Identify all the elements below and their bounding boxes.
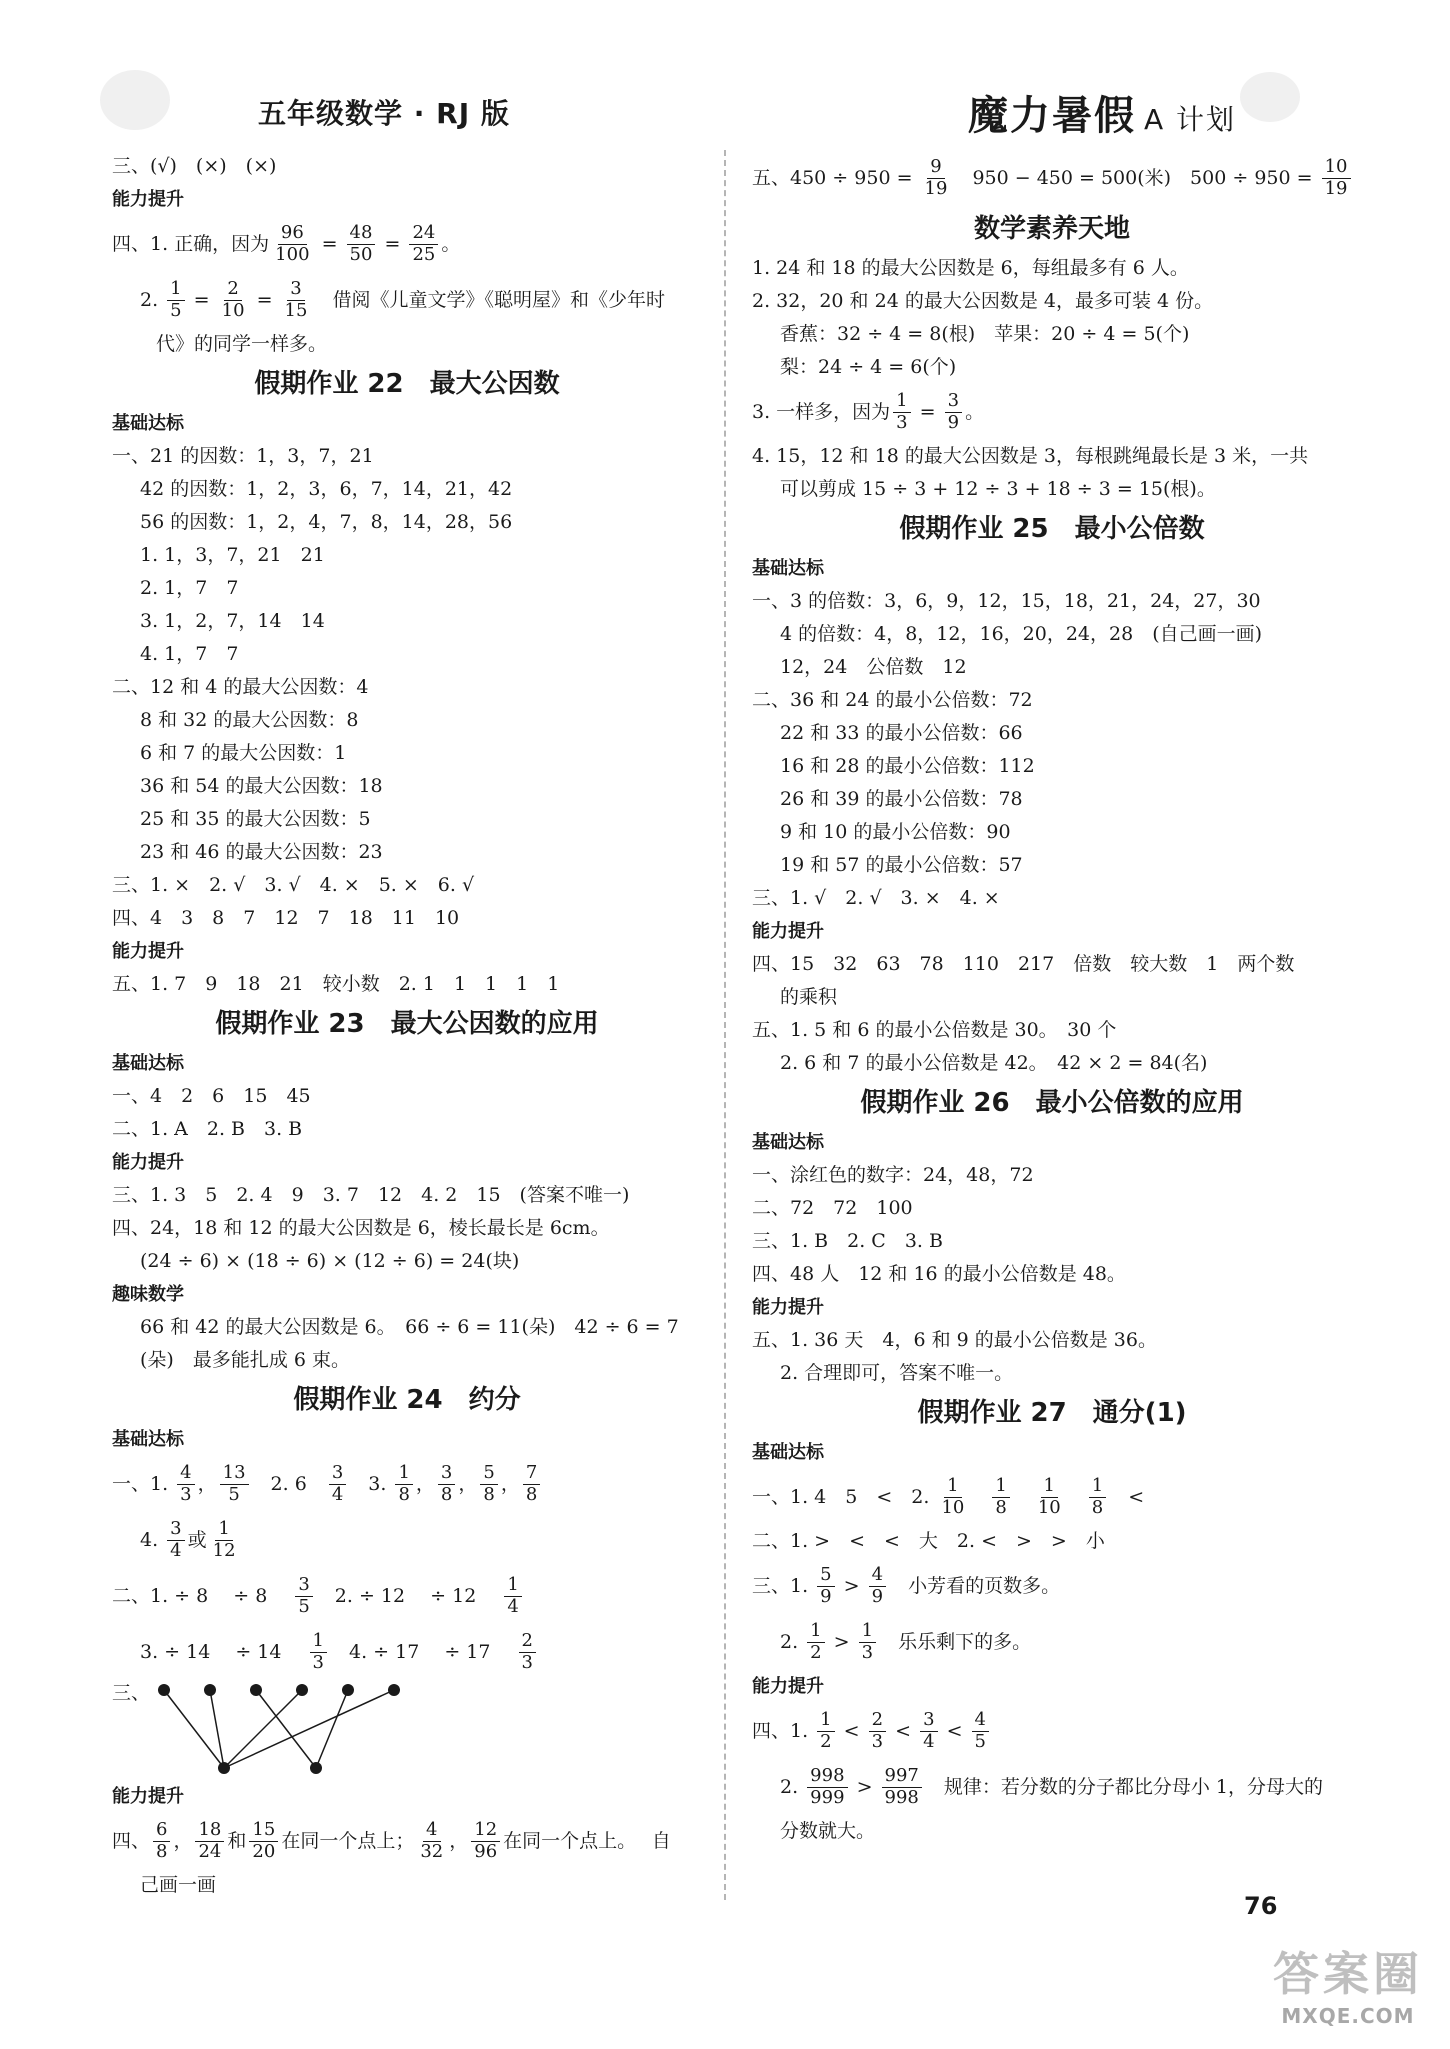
series-logo-text: 魔力暑假: [968, 93, 1136, 139]
matching-line: [164, 1690, 224, 1768]
answer-line: (朵) 最多能扎成 6 束。: [140, 1349, 350, 1371]
fraction: [272, 223, 312, 265]
fraction: [920, 1710, 937, 1752]
fraction: [409, 223, 438, 265]
denominator: 24: [198, 1840, 222, 1862]
answer-line: 二、1. A 2. B 3. B: [112, 1118, 303, 1140]
fraction: [938, 1476, 967, 1518]
numerator: 3: [945, 391, 962, 413]
numerator: 2: [869, 1710, 886, 1732]
numerator: 48: [347, 223, 376, 245]
fraction: [519, 1631, 536, 1673]
answer-line: 的乘积: [780, 986, 838, 1008]
text-segment: 2.: [780, 1775, 805, 1798]
numerator: 18: [195, 1820, 224, 1842]
answer-line: 56 的因数：1，2，4，7，8，14，28，56: [140, 511, 513, 533]
fraction: [219, 279, 248, 321]
numerator: 997: [882, 1766, 922, 1788]
matching-dot: [218, 1762, 230, 1774]
answer-line: 三、1. 3 5 2. 4 9 3. 7 12 4. 2 15 (答案不唯一): [112, 1184, 630, 1206]
denominator: 9: [871, 1585, 884, 1607]
answer-line: 3. 1，2，7，14 14: [140, 610, 325, 632]
denominator: 100: [275, 243, 310, 265]
text-segment: 3.: [349, 1472, 393, 1495]
numerator: 3: [295, 1575, 312, 1597]
answer-line: 66 和 42 的最大公因数是 6。 66 ÷ 6 = 11(朵) 42 ÷ 6 = 7: [140, 1316, 679, 1338]
text-segment: [970, 1488, 989, 1507]
numerator: 4: [423, 1820, 440, 1842]
subsection-label: 能力提升: [752, 1296, 824, 1318]
answer-line: 1. 24 和 18 的最大公因数是 6，每组最多有 6 人。: [752, 257, 1189, 279]
answer-line: 梨：24 ÷ 4 = 6(个): [780, 356, 957, 378]
page-header: [0, 0, 1450, 150]
text-segment: 在同一个点上；: [281, 1829, 415, 1852]
answer-line: 五、1. 7 9 18 21 较小数 2. 1 1 1 1 1: [112, 973, 560, 995]
text-segment: 一、1. 4 5 < 2.: [752, 1485, 936, 1508]
numerator: 998: [807, 1766, 847, 1788]
answer-line-fraction: [112, 1813, 702, 1869]
watermark-url: MXQE.COM: [1281, 2004, 1415, 2028]
answer-line: 2. 32，20 和 24 的最大公因数是 4，最多可装 4 份。: [752, 290, 1214, 312]
answer-line-fraction: [752, 1614, 1352, 1670]
answer-line: 19 和 57 的最小公倍数：57: [780, 854, 1023, 876]
section-title: 假期作业 27 通分(1): [917, 1398, 1187, 1428]
answer-line: 一、3 的倍数：3，6，9，12，15，18，21，24，27，30: [752, 590, 1261, 612]
denominator: 5: [298, 1595, 310, 1617]
text-segment: 四、1. 正确，因为: [112, 232, 270, 255]
fraction: [807, 1766, 847, 1808]
numerator: 1: [504, 1575, 521, 1597]
denominator: 15: [284, 299, 308, 321]
subsection-label: 基础达标: [752, 1441, 824, 1463]
denominator: 50: [349, 243, 373, 265]
fraction: [817, 1710, 834, 1752]
text-segment: >: [850, 1775, 879, 1798]
fraction: [893, 391, 910, 433]
fraction: [504, 1575, 521, 1617]
fraction: [282, 279, 311, 321]
numerator: 1: [859, 1621, 876, 1643]
answer-line: 一、涂红色的数字：24，48，72: [752, 1164, 1034, 1186]
subsection-label: 能力提升: [112, 188, 184, 210]
matching-dot: [310, 1762, 322, 1774]
answer-line-fraction: [112, 1456, 702, 1512]
answer-line: 己画一画: [140, 1874, 217, 1896]
numerator: 10: [1322, 157, 1351, 179]
text-segment: ，: [197, 1472, 217, 1495]
right-column: [752, 150, 1352, 1848]
denominator: 3: [180, 1483, 192, 1505]
section-title: 假期作业 24 约分: [293, 1385, 521, 1415]
answer-line-fraction: [112, 1568, 702, 1624]
denominator: 3: [861, 1641, 874, 1663]
fraction: [817, 1565, 834, 1607]
numerator: 3: [167, 1519, 184, 1541]
section-title: 假期作业 26 最小公倍数的应用: [860, 1088, 1244, 1118]
answer-line: 代》的同学一样多。: [156, 333, 328, 355]
answer-line: 三、(√) (×) (×): [112, 155, 277, 177]
text-segment: 2. 6: [251, 1472, 326, 1495]
answer-line-fraction: [752, 150, 1352, 206]
subsection-label: 基础达标: [752, 1131, 824, 1153]
numerator: 1: [992, 1476, 1009, 1498]
answer-line: 12，24 公倍数 12: [780, 656, 967, 678]
fraction: [347, 223, 376, 265]
text-segment: <: [837, 1719, 866, 1742]
numerator: 1: [807, 1621, 824, 1643]
denominator: 8: [525, 1483, 538, 1505]
answer-line: 三、1. B 2. C 3. B: [752, 1230, 943, 1252]
denominator: 32: [420, 1840, 444, 1862]
numerator: 5: [817, 1565, 834, 1587]
text-segment: ，: [173, 1829, 193, 1852]
fraction: [1322, 157, 1351, 199]
page-number: 76: [1244, 1892, 1278, 1920]
text-segment: 2.: [780, 1630, 805, 1653]
denominator: 9: [820, 1585, 832, 1607]
denominator: 10: [1037, 1496, 1061, 1518]
matching-dot: [342, 1684, 354, 1696]
answer-line: 16 和 28 的最小公倍数：112: [780, 755, 1035, 777]
answer-line-fraction: [752, 1469, 1352, 1525]
answer-line: 二、36 和 24 的最小公倍数：72: [752, 689, 1033, 711]
subsection-label: 基础达标: [752, 557, 824, 579]
denominator: 19: [1324, 177, 1348, 199]
fraction: [438, 1463, 455, 1505]
answer-line: 四、48 人 12 和 16 的最小公倍数是 48。: [752, 1263, 1126, 1285]
text-segment: =: [250, 288, 279, 311]
text-segment: ，: [458, 1472, 478, 1495]
fraction: [807, 1621, 824, 1663]
numerator: 3: [329, 1463, 346, 1485]
answer-line: 五、1. 5 和 6 的最小公倍数是 30。 30 个: [752, 1019, 1117, 1041]
numerator: 4: [972, 1710, 989, 1732]
matching-line: [210, 1690, 224, 1768]
matching-diagram: [112, 1680, 702, 1780]
matching-line: [256, 1690, 316, 1768]
answer-line: 36 和 54 的最大公因数：18: [140, 775, 383, 797]
text-segment: 2.: [140, 288, 165, 311]
text-segment: 一、1.: [112, 1472, 175, 1495]
answer-line: 香蕉：32 ÷ 4 = 8(根) 苹果：20 ÷ 4 = 5(个): [780, 323, 1190, 345]
text-segment: [1067, 1488, 1086, 1507]
numerator: 1: [215, 1519, 232, 1541]
section-title: 假期作业 25 最小公倍数: [899, 514, 1205, 544]
watermark-text: 答案圈: [1273, 1947, 1423, 2001]
denominator: 4: [507, 1595, 519, 1617]
fraction: [1035, 1476, 1064, 1518]
numerator: 1: [310, 1631, 327, 1653]
fraction: [177, 1463, 194, 1505]
denominator: 2: [810, 1641, 822, 1663]
answer-line: 1. 1，3，7，21 21: [140, 544, 325, 566]
numerator: 1: [944, 1476, 961, 1498]
fraction: [922, 157, 951, 199]
text-segment: 950 − 450 = 500(米) 500 ÷ 950 =: [953, 166, 1319, 189]
text-segment: 借阅《儿童文学》《聪明屋》和《少年时: [313, 288, 665, 311]
denominator: 8: [398, 1483, 410, 1505]
answer-line: 一、21 的因数：1，3，7，21: [112, 445, 374, 467]
scan-smudge: [100, 70, 170, 130]
matching-line: [316, 1690, 348, 1768]
answer-line-fraction: [112, 1624, 702, 1680]
text-segment: 3. ÷ 14 ÷ 14: [140, 1640, 307, 1663]
answer-line: 4. 1，7 7: [140, 643, 239, 665]
numerator: 24: [409, 223, 438, 245]
numerator: 9: [927, 157, 944, 179]
subsection-label: 能力提升: [112, 1785, 184, 1807]
text-segment: 四、1.: [752, 1719, 815, 1742]
fraction: [395, 1463, 412, 1505]
fraction: [480, 1463, 497, 1505]
fraction: [153, 1820, 170, 1862]
text-segment: =: [378, 232, 407, 255]
numerator: 2: [519, 1631, 536, 1653]
denominator: 25: [412, 243, 436, 265]
answer-line: 9 和 10 的最小公倍数：90: [780, 821, 1011, 843]
numerator: 6: [153, 1820, 170, 1842]
answer-line: 可以剪成 15 ÷ 3 + 12 ÷ 3 + 18 ÷ 3 = 15(根)。: [780, 478, 1216, 500]
fraction: [523, 1463, 540, 1505]
answer-line-fraction: [752, 1703, 1352, 1759]
subsection-label: 能力提升: [752, 1675, 824, 1697]
numerator: 1: [893, 391, 910, 413]
fraction: [310, 1631, 327, 1673]
fraction: [249, 1820, 278, 1862]
numerator: 12: [471, 1820, 500, 1842]
numerator: 1: [395, 1463, 412, 1485]
answer-line: 分数就大。: [780, 1820, 876, 1842]
subsection-label: 趣味数学: [112, 1283, 184, 1305]
text-segment: 或: [187, 1528, 207, 1551]
text-segment: 在同一个点上。 自: [503, 1829, 671, 1852]
subsection-label: 能力提升: [112, 940, 184, 962]
denominator: 998: [884, 1786, 919, 1808]
section-title: 假期作业 22 最大公因数: [254, 369, 560, 399]
numerator: 5: [480, 1463, 497, 1485]
denominator: 3: [896, 411, 908, 433]
text-segment: 规律：若分数的分子都比分母小 1，分母大的: [924, 1775, 1324, 1798]
fraction: [220, 1463, 249, 1505]
denominator: 4: [170, 1539, 182, 1561]
answer-line: 四、15 32 63 78 110 217 倍数 较大数 1 两个数: [752, 953, 1295, 975]
numerator: 1: [1089, 1476, 1106, 1498]
denominator: 8: [995, 1496, 1007, 1518]
denominator: 3: [521, 1651, 533, 1673]
denominator: 8: [440, 1483, 453, 1505]
numerator: 4: [177, 1463, 194, 1485]
numerator: 96: [278, 223, 307, 245]
answer-line: 五、1. 36 天 4，6 和 9 的最小公倍数是 36。: [752, 1329, 1157, 1351]
answer-line: 二、12 和 4 的最大公因数：4: [112, 676, 369, 698]
numerator: 3: [920, 1710, 937, 1732]
matching-dot: [158, 1684, 170, 1696]
text-segment: ，: [415, 1472, 435, 1495]
text-segment: 2. ÷ 12 ÷ 12: [315, 1584, 502, 1607]
subsection-label: 能力提升: [752, 920, 824, 942]
answer-line: 4. 15，12 和 18 的最大公因数是 3，每根跳绳最长是 3 米，一共: [752, 445, 1309, 467]
text-segment: 小芳看的页数多。: [889, 1574, 1061, 1597]
left-column: [112, 150, 702, 1902]
fraction: [295, 1575, 312, 1617]
text-segment: <: [940, 1719, 969, 1742]
answer-line: 26 和 39 的最小公倍数：78: [780, 788, 1023, 810]
subsection-label: 能力提升: [112, 1151, 184, 1173]
answer-line-fraction: [752, 1759, 1352, 1815]
matching-dot: [204, 1684, 216, 1696]
answer-line-fraction: [752, 384, 1352, 440]
matching-line: [224, 1690, 302, 1768]
text-segment: 。: [965, 400, 985, 423]
numerator: 1: [167, 279, 184, 301]
matching-line: [224, 1690, 394, 1768]
answer-line: 25 和 35 的最大公因数：5: [140, 808, 371, 830]
answer-line: 三、1. √ 2. √ 3. × 4. ×: [752, 887, 1000, 909]
matching-dot: [388, 1684, 400, 1696]
fraction: [1089, 1476, 1106, 1518]
denominator: 5: [974, 1730, 986, 1752]
denominator: 3: [312, 1651, 324, 1673]
denominator: 8: [483, 1483, 495, 1505]
numerator: 4: [869, 1565, 886, 1587]
fraction: [167, 279, 184, 321]
fraction: [859, 1621, 876, 1663]
series-logo-suffix: A 计划: [1144, 103, 1237, 136]
numerator: 3: [438, 1463, 455, 1485]
text-segment: ，: [449, 1829, 469, 1852]
answer-line-fraction: [112, 272, 702, 328]
answer-line: 4 的倍数：4，8，12，16，20，24，28 (自己画一画): [780, 623, 1263, 645]
answer-line: 二、72 72 100: [752, 1197, 913, 1219]
subsection-label: 基础达标: [112, 1428, 184, 1450]
numerator: 1: [1041, 1476, 1058, 1498]
numerator: 1: [817, 1710, 834, 1732]
text-segment: 4. ÷ 17 ÷ 17: [329, 1640, 516, 1663]
answer-line: 6 和 7 的最大公因数：1: [140, 742, 347, 764]
answer-line: 一、4 2 6 15 45: [112, 1085, 311, 1107]
fraction: [882, 1766, 922, 1808]
answer-line: 2. 合理即可，答案不唯一。: [780, 1362, 1014, 1384]
answer-line: 四、4 3 8 7 12 7 18 11 10: [112, 907, 460, 929]
subsection-label: 基础达标: [112, 1052, 184, 1074]
matching-lines-svg: [152, 1680, 452, 1780]
fraction: [167, 1519, 184, 1561]
scan-smudge: [1240, 72, 1300, 122]
answer-line: 三、1. × 2. √ 3. √ 4. × 5. × 6. √: [112, 874, 475, 896]
denominator: 2: [820, 1730, 832, 1752]
text-segment: 。: [441, 232, 461, 255]
denominator: 999: [810, 1786, 845, 1808]
text-segment: >: [827, 1630, 856, 1653]
denominator: 5: [170, 299, 182, 321]
matching-dot: [296, 1684, 308, 1696]
denominator: 8: [1091, 1496, 1104, 1518]
subsection-label: 基础达标: [112, 412, 184, 434]
text-segment: 3. 一样多，因为: [752, 400, 891, 423]
fraction: [195, 1820, 224, 1862]
answer-line: 四、24，18 和 12 的最大公因数是 6，棱长最长是 6cm。: [112, 1217, 610, 1239]
fraction: [972, 1710, 989, 1752]
numerator: 7: [523, 1463, 540, 1485]
answer-line-fraction: [752, 1558, 1352, 1614]
series-logo: [968, 84, 1236, 141]
column-divider: [724, 150, 726, 1900]
text-segment: ，: [500, 1472, 520, 1495]
section-title: 数学素养天地: [973, 214, 1130, 244]
denominator: 96: [474, 1840, 498, 1862]
fraction: [992, 1476, 1009, 1518]
numerator: 15: [249, 1820, 278, 1842]
text-segment: 4.: [140, 1528, 165, 1551]
answer-line: 42 的因数：1，2，3，6，7，14，21，42: [140, 478, 513, 500]
text-segment: =: [187, 288, 216, 311]
section-title: 假期作业 23 最大公因数的应用: [215, 1009, 599, 1039]
fraction: [945, 391, 962, 433]
answer-line: 22 和 33 的最小公倍数：66: [780, 722, 1023, 744]
text-segment: 四、: [112, 1829, 151, 1852]
answer-line: 2. 1，7 7: [140, 577, 239, 599]
denominator: 4: [923, 1730, 935, 1752]
denominator: 10: [941, 1496, 965, 1518]
text-segment: [1013, 1488, 1032, 1507]
text-segment: 三、1.: [752, 1574, 815, 1597]
fraction: [329, 1463, 346, 1505]
denominator: 19: [924, 177, 948, 199]
fraction: [869, 1710, 886, 1752]
fraction: [210, 1519, 239, 1561]
answer-line-fraction: [112, 216, 702, 272]
text-segment: 五、450 ÷ 950 =: [752, 166, 919, 189]
denominator: 3: [871, 1730, 884, 1752]
fraction: [417, 1820, 446, 1862]
text-segment: 二、1. ÷ 8 ÷ 8: [112, 1584, 293, 1607]
denominator: 9: [947, 411, 960, 433]
denominator: 10: [221, 299, 245, 321]
book-title: 五年级数学 · RJ 版: [258, 97, 510, 130]
text-segment: =: [913, 400, 942, 423]
fraction: [471, 1820, 500, 1862]
text-segment: >: [837, 1574, 866, 1597]
denominator: 8: [156, 1840, 168, 1862]
text-segment: =: [315, 232, 344, 255]
text-segment: 和: [227, 1829, 247, 1852]
numerator: 2: [224, 279, 241, 301]
denominator: 4: [331, 1483, 344, 1505]
numerator: 13: [220, 1463, 249, 1485]
denominator: 5: [228, 1483, 240, 1505]
text-segment: 乐乐剩下的多。: [879, 1630, 1032, 1653]
answer-line: 二、1. > < < 大 2. < > > 小: [752, 1530, 1105, 1552]
fraction: [869, 1565, 886, 1607]
text-segment: <: [889, 1719, 918, 1742]
watermark: [1258, 1938, 1438, 2042]
numerator: 3: [287, 279, 304, 301]
answer-line: 8 和 32 的最大公因数：8: [140, 709, 359, 731]
text-segment: <: [1109, 1485, 1145, 1508]
answer-line: (24 ÷ 6) × (18 ÷ 6) × (12 ÷ 6) = 24(块): [140, 1250, 520, 1272]
denominator: 20: [252, 1840, 276, 1862]
answer-line: 23 和 46 的最大公因数：23: [140, 841, 383, 863]
matching-dot: [250, 1684, 262, 1696]
answer-line: 2. 6 和 7 的最小公倍数是 42。 42 × 2 = 84(名): [780, 1052, 1208, 1074]
denominator: 12: [212, 1539, 236, 1561]
question-number: 三、: [112, 1682, 151, 1704]
answer-line-fraction: [112, 1512, 702, 1568]
